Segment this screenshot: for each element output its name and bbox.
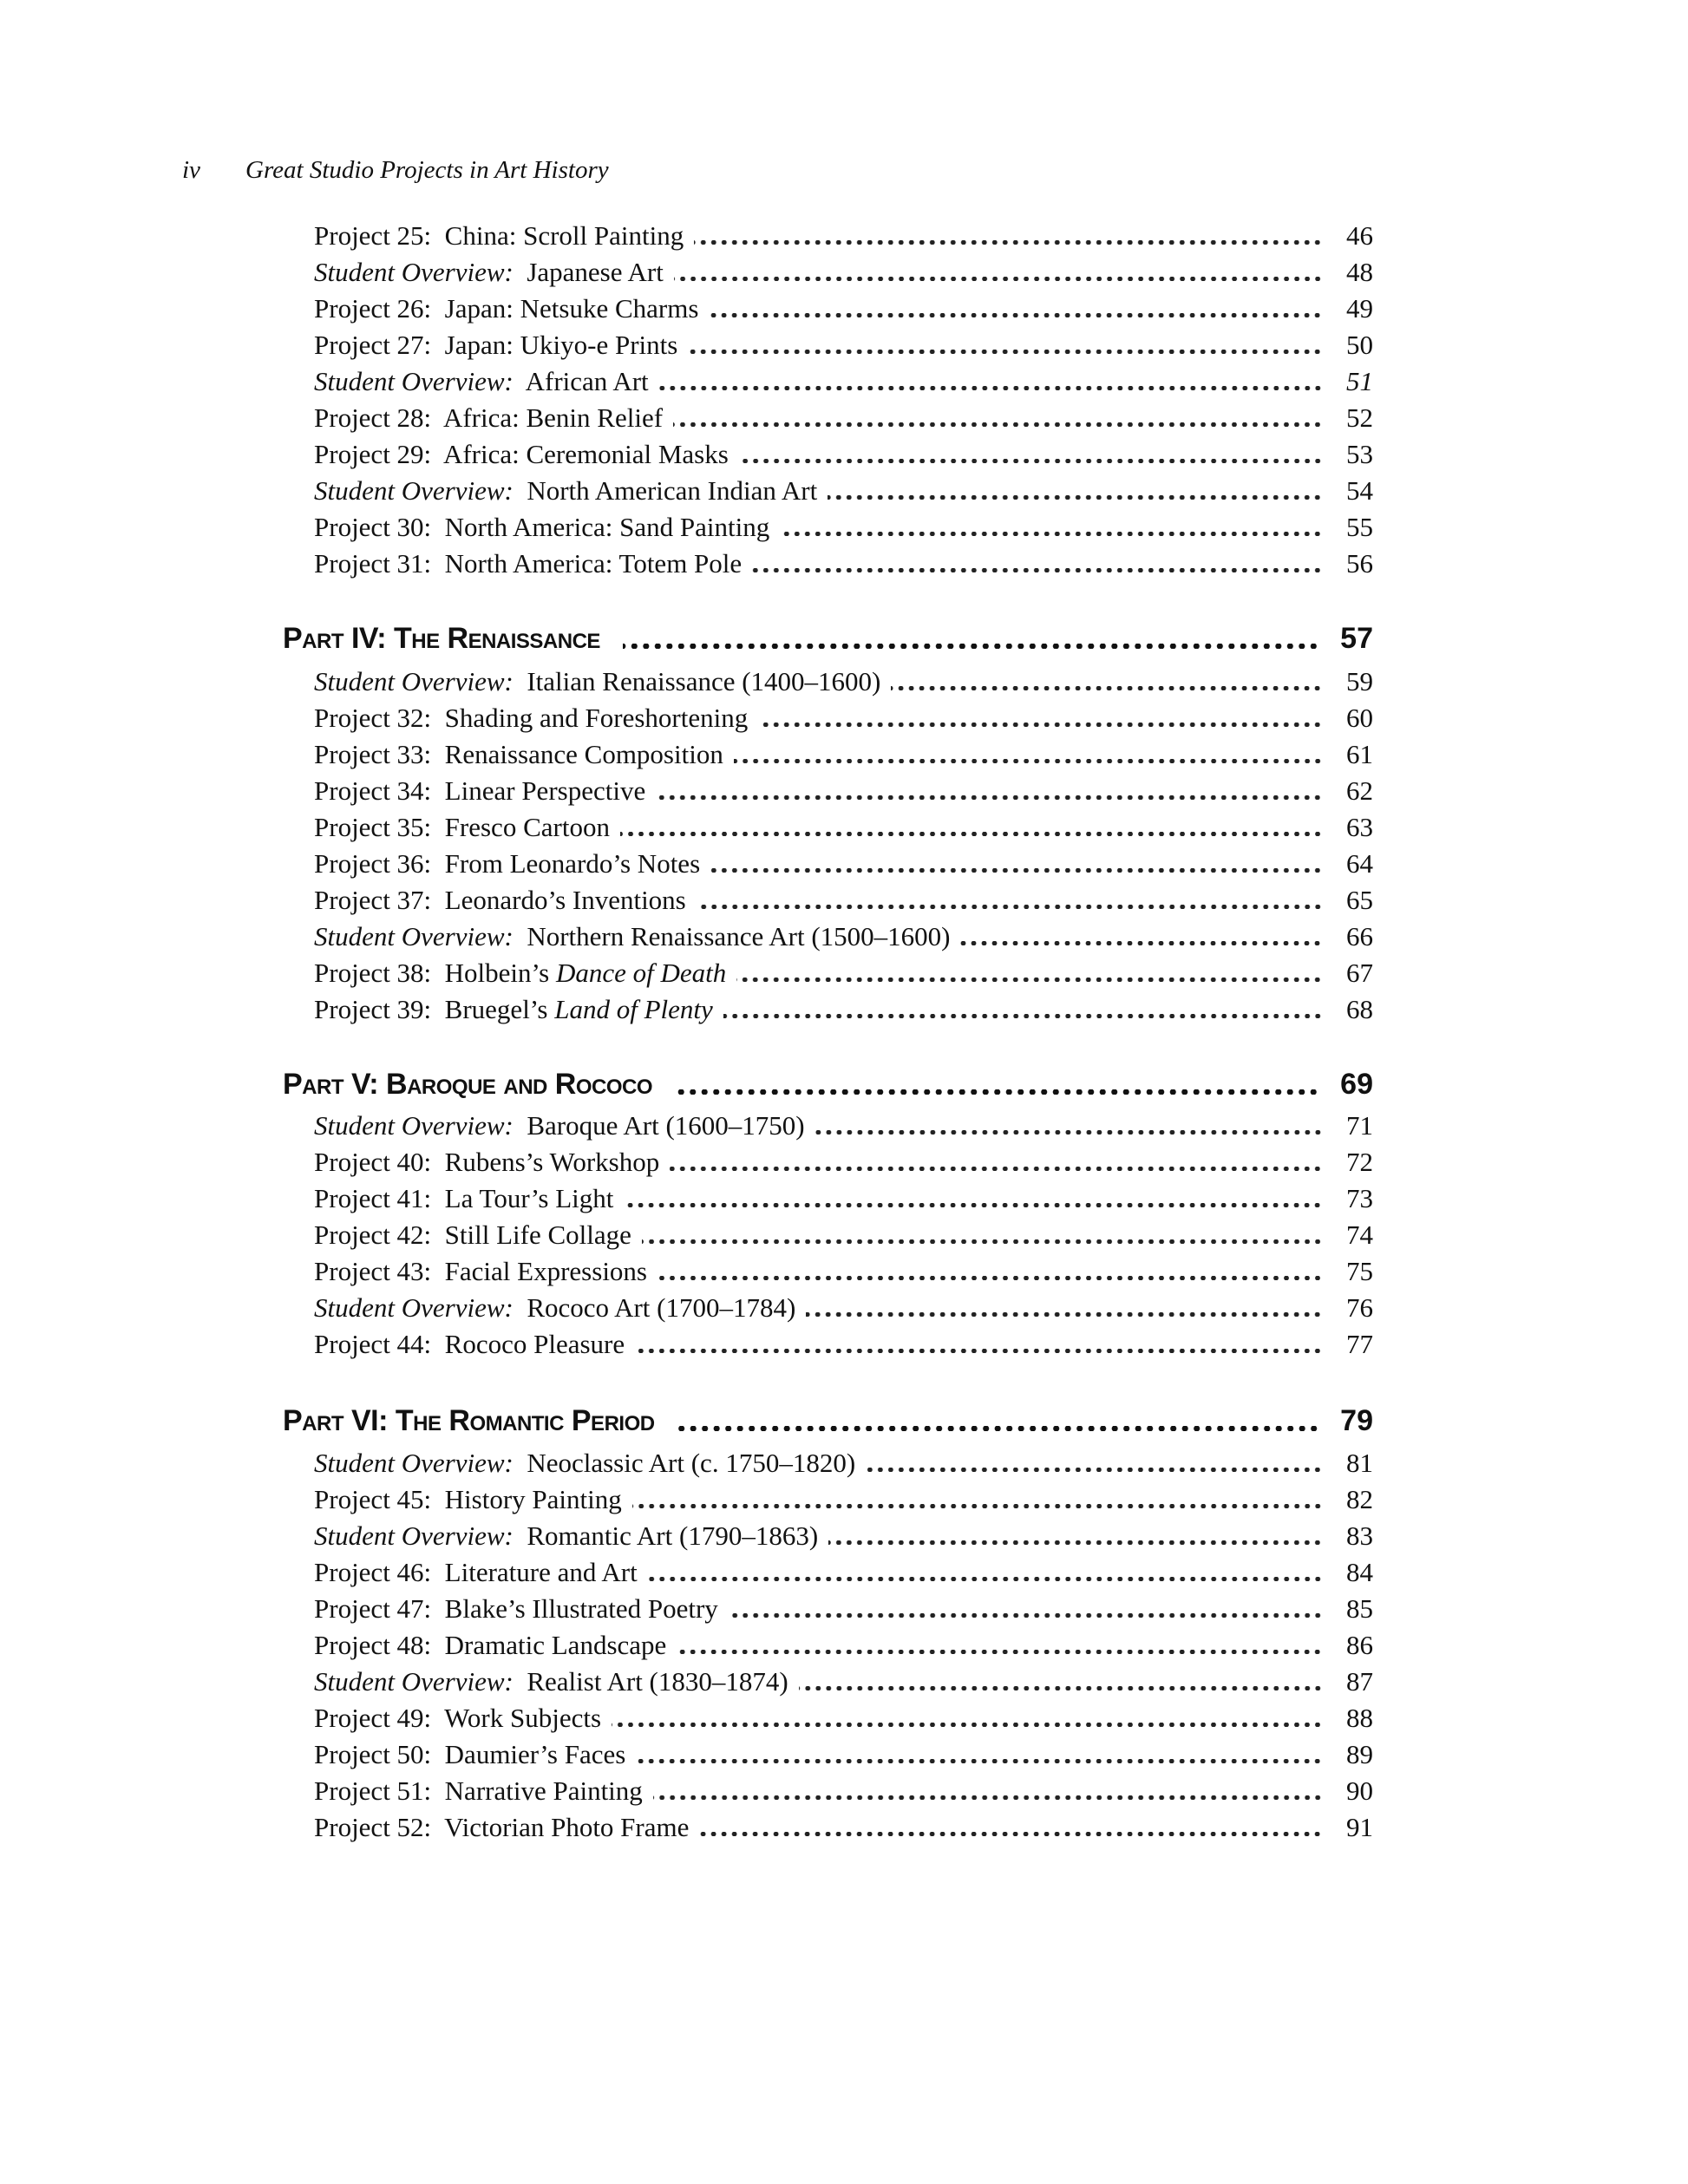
dot-leader bbox=[673, 422, 1323, 427]
entry-label: Project 51: Narrative Painting bbox=[314, 1775, 643, 1806]
dot-leader bbox=[828, 1540, 1323, 1545]
toc-entry[interactable] bbox=[314, 1554, 1373, 1591]
toc-entry[interactable] bbox=[314, 700, 1373, 736]
entry-page-number: 46 bbox=[1346, 220, 1373, 251]
entry-label: Project 44: Rococo Pleasure bbox=[314, 1329, 625, 1359]
dot-leader bbox=[688, 350, 1323, 354]
book-title: Great Studio Projects in Art History bbox=[245, 156, 609, 184]
entry-label: Project 37: Leonardo’s Inventions bbox=[314, 885, 686, 915]
entry-page-number: 68 bbox=[1346, 994, 1373, 1024]
dot-leader bbox=[758, 723, 1323, 727]
toc-entry[interactable] bbox=[314, 1217, 1373, 1253]
toc-entry[interactable] bbox=[314, 327, 1373, 363]
entry-page-number: 73 bbox=[1346, 1183, 1373, 1213]
toc-entry[interactable] bbox=[314, 400, 1373, 436]
toc-entry[interactable] bbox=[314, 254, 1373, 291]
toc-entry[interactable] bbox=[314, 1627, 1373, 1664]
entry-label: Project 28: Africa: Benin Relief bbox=[314, 402, 664, 433]
toc-entry[interactable] bbox=[314, 546, 1373, 582]
entry-page-number: 75 bbox=[1346, 1256, 1373, 1286]
dot-leader bbox=[656, 795, 1323, 800]
dot-leader bbox=[659, 386, 1323, 390]
entry-page-number: 84 bbox=[1346, 1557, 1373, 1587]
entry-label: Project 46: Literature and Art bbox=[314, 1557, 638, 1587]
entry-label: Student Overview: Realist Art (1830–1874) bbox=[314, 1666, 788, 1697]
entry-page-number: 88 bbox=[1346, 1703, 1373, 1733]
running-head bbox=[182, 154, 609, 186]
dot-leader bbox=[815, 1130, 1323, 1135]
entry-label: Student Overview: Japanese Art bbox=[314, 257, 664, 287]
entry-label: Student Overview: African Art bbox=[314, 366, 649, 396]
entry-label: Project 30: North America: Sand Painting bbox=[314, 512, 770, 542]
entry-page-number: 76 bbox=[1346, 1292, 1373, 1323]
dot-leader bbox=[677, 1426, 1319, 1431]
toc-continued-list bbox=[314, 218, 1373, 582]
toc-entry[interactable] bbox=[314, 1700, 1373, 1736]
entry-page-number: 60 bbox=[1346, 703, 1373, 733]
entry-page-number: 74 bbox=[1346, 1220, 1373, 1250]
entry-label: Project 49: Work Subjects bbox=[314, 1703, 602, 1733]
dot-leader bbox=[699, 1832, 1323, 1836]
dot-leader bbox=[632, 1504, 1323, 1508]
entry-label: Student Overview: North American Indian Art bbox=[314, 475, 818, 506]
dot-leader bbox=[828, 495, 1323, 500]
entry-label: Project 40: Rubens’s Workshop bbox=[314, 1147, 660, 1177]
entry-page-number: 56 bbox=[1346, 548, 1373, 579]
part-heading-label: Part V: Baroque and Rococo bbox=[283, 1068, 653, 1101]
dot-leader bbox=[620, 832, 1323, 836]
toc-entry[interactable] bbox=[314, 291, 1373, 327]
entry-label: Project 50: Daumier’s Faces bbox=[314, 1739, 626, 1769]
part-page-number: 69 bbox=[1340, 1068, 1373, 1101]
entry-page-number: 83 bbox=[1346, 1520, 1373, 1551]
entry-label: Student Overview: Baroque Art (1600–1750) bbox=[314, 1110, 805, 1141]
dot-leader bbox=[658, 1276, 1323, 1280]
entry-label: Student Overview: Rococo Art (1700–1784) bbox=[314, 1292, 796, 1323]
toc-entry[interactable] bbox=[314, 1253, 1373, 1290]
entry-page-number: 53 bbox=[1346, 439, 1373, 469]
entry-label: Project 25: China: Scroll Painting bbox=[314, 220, 684, 251]
part-page-number: 57 bbox=[1340, 622, 1373, 655]
entry-label: Project 45: History Painting bbox=[314, 1484, 622, 1514]
entry-label: Project 34: Linear Perspective bbox=[314, 775, 646, 806]
toc-entry[interactable] bbox=[314, 509, 1373, 546]
toc-entry[interactable] bbox=[314, 809, 1373, 846]
entry-page-number: 49 bbox=[1346, 293, 1373, 324]
toc-entry[interactable] bbox=[314, 955, 1373, 991]
entry-page-number: 67 bbox=[1346, 958, 1373, 988]
dot-leader bbox=[866, 1468, 1323, 1472]
dot-leader bbox=[709, 313, 1323, 317]
toc-part-vi-list bbox=[314, 1445, 1373, 1846]
entry-label: Project 33: Renaissance Composition bbox=[314, 739, 723, 769]
entry-label: Project 36: From Leonardo’s Notes bbox=[314, 848, 701, 879]
dot-leader bbox=[642, 1239, 1323, 1244]
entry-page-number: 59 bbox=[1346, 666, 1373, 696]
dot-leader bbox=[635, 1349, 1323, 1353]
entry-page-number: 52 bbox=[1346, 402, 1373, 433]
entry-page-number: 63 bbox=[1346, 812, 1373, 842]
entry-label: Project 48: Dramatic Landscape bbox=[314, 1630, 667, 1660]
toc-entry[interactable] bbox=[314, 1809, 1373, 1846]
dot-leader bbox=[670, 1167, 1323, 1171]
toc-entry[interactable] bbox=[314, 1518, 1373, 1554]
dot-leader bbox=[648, 1577, 1323, 1581]
dot-leader bbox=[799, 1686, 1323, 1690]
toc-entry[interactable] bbox=[314, 991, 1373, 1028]
page-folio: iv bbox=[182, 156, 200, 184]
toc-entry[interactable] bbox=[314, 919, 1373, 955]
entry-page-number: 77 bbox=[1346, 1329, 1373, 1359]
entry-label: Project 29: Africa: Ceremonial Masks bbox=[314, 439, 729, 469]
entry-label: Project 35: Fresco Cartoon bbox=[314, 812, 610, 842]
dot-leader bbox=[636, 1759, 1323, 1763]
entry-label: Project 38: Holbein’s Dance of Death bbox=[314, 958, 727, 988]
toc-part-iv-list bbox=[314, 664, 1373, 1028]
dot-leader bbox=[677, 1650, 1323, 1654]
part-heading-label: Part IV: The Renaissance bbox=[283, 622, 600, 655]
dot-leader bbox=[806, 1312, 1323, 1317]
dot-leader bbox=[752, 568, 1323, 572]
toc-entry[interactable] bbox=[314, 846, 1373, 882]
entry-page-number: 66 bbox=[1346, 921, 1373, 951]
entry-page-number: 62 bbox=[1346, 775, 1373, 806]
part-heading[interactable] bbox=[283, 620, 1373, 657]
entry-page-number: 50 bbox=[1346, 330, 1373, 360]
entry-page-number: 54 bbox=[1346, 475, 1373, 506]
dot-leader bbox=[723, 1014, 1323, 1018]
dot-leader bbox=[729, 1613, 1323, 1618]
toc-entry[interactable] bbox=[314, 736, 1373, 773]
dot-leader bbox=[624, 1203, 1323, 1207]
entry-label: Project 32: Shading and Foreshortening bbox=[314, 703, 749, 733]
toc-entry[interactable] bbox=[314, 1664, 1373, 1700]
entry-label: Project 41: La Tour’s Light bbox=[314, 1183, 614, 1213]
entry-page-number: 89 bbox=[1346, 1739, 1373, 1769]
entry-label: Student Overview: Neoclassic Art (c. 1750–1820) bbox=[314, 1448, 856, 1478]
dot-leader bbox=[674, 277, 1323, 281]
toc-part-v-list bbox=[314, 1108, 1373, 1363]
dot-leader bbox=[736, 978, 1323, 982]
toc-entry[interactable] bbox=[314, 363, 1373, 400]
toc-entry[interactable] bbox=[314, 436, 1373, 473]
toc-entry[interactable] bbox=[314, 1326, 1373, 1363]
dot-leader bbox=[780, 532, 1323, 536]
entry-page-number: 72 bbox=[1346, 1147, 1373, 1177]
toc-entry[interactable] bbox=[314, 1445, 1373, 1481]
entry-label: Project 52: Victorian Photo Frame bbox=[314, 1812, 690, 1842]
entry-page-number: 81 bbox=[1346, 1448, 1373, 1478]
entry-page-number: 87 bbox=[1346, 1666, 1373, 1697]
entry-label: Project 39: Bruegel’s Land of Plenty bbox=[314, 994, 713, 1024]
entry-label: Project 31: North America: Totem Pole bbox=[314, 548, 743, 579]
toc-entry[interactable] bbox=[314, 1144, 1373, 1180]
toc-entry[interactable] bbox=[314, 882, 1373, 919]
toc-entry[interactable] bbox=[314, 1736, 1373, 1773]
entry-page-number: 91 bbox=[1346, 1812, 1373, 1842]
toc-entry[interactable] bbox=[314, 473, 1373, 509]
dot-leader bbox=[739, 459, 1323, 463]
entry-page-number: 85 bbox=[1346, 1593, 1373, 1624]
entry-page-number: 61 bbox=[1346, 739, 1373, 769]
entry-label: Project 27: Japan: Ukiyo-e Prints bbox=[314, 330, 678, 360]
toc-entry[interactable] bbox=[314, 1773, 1373, 1809]
entry-page-number: 82 bbox=[1346, 1484, 1373, 1514]
entry-page-number: 90 bbox=[1346, 1775, 1373, 1806]
entry-page-number: 86 bbox=[1346, 1630, 1373, 1660]
part-heading[interactable] bbox=[283, 1066, 1373, 1102]
entry-label: Project 42: Still Life Collage bbox=[314, 1220, 631, 1250]
toc-entry[interactable] bbox=[314, 1591, 1373, 1627]
part-heading[interactable] bbox=[283, 1403, 1373, 1439]
toc-entry[interactable] bbox=[314, 1180, 1373, 1217]
toc-entry[interactable] bbox=[314, 218, 1373, 254]
entry-page-number: 51 bbox=[1346, 366, 1373, 396]
dot-leader bbox=[697, 905, 1323, 909]
entry-label: Project 43: Facial Expressions bbox=[314, 1256, 647, 1286]
dot-leader bbox=[694, 240, 1323, 245]
entry-label: Project 47: Blake’s Illustrated Poetry bbox=[314, 1593, 718, 1624]
part-heading-label: Part VI: The Romantic Period bbox=[283, 1404, 655, 1437]
entry-label: Project 26: Japan: Netsuke Charms bbox=[314, 293, 699, 324]
dot-leader bbox=[960, 941, 1323, 945]
dot-leader bbox=[675, 1089, 1319, 1095]
dot-leader bbox=[710, 868, 1323, 873]
entry-label: Student Overview: Northern Renaissance Art (1500–1600) bbox=[314, 921, 951, 951]
entry-label: Student Overview: Romantic Art (1790–1863) bbox=[314, 1520, 819, 1551]
dot-leader bbox=[734, 759, 1323, 763]
dot-leader bbox=[623, 644, 1319, 649]
entry-page-number: 71 bbox=[1346, 1110, 1373, 1141]
part-page-number: 79 bbox=[1340, 1404, 1373, 1437]
entry-page-number: 55 bbox=[1346, 512, 1373, 542]
dot-leader bbox=[891, 686, 1323, 690]
dot-leader bbox=[612, 1723, 1323, 1727]
toc-entry[interactable] bbox=[314, 1290, 1373, 1326]
toc-entry[interactable] bbox=[314, 664, 1373, 700]
entry-label: Student Overview: Italian Renaissance (1400–1600) bbox=[314, 666, 881, 696]
toc-entry[interactable] bbox=[314, 1481, 1373, 1518]
toc-entry[interactable] bbox=[314, 1108, 1373, 1144]
toc-entry[interactable] bbox=[314, 773, 1373, 809]
entry-page-number: 48 bbox=[1346, 257, 1373, 287]
dot-leader bbox=[653, 1795, 1323, 1800]
entry-page-number: 65 bbox=[1346, 885, 1373, 915]
entry-page-number: 64 bbox=[1346, 848, 1373, 879]
